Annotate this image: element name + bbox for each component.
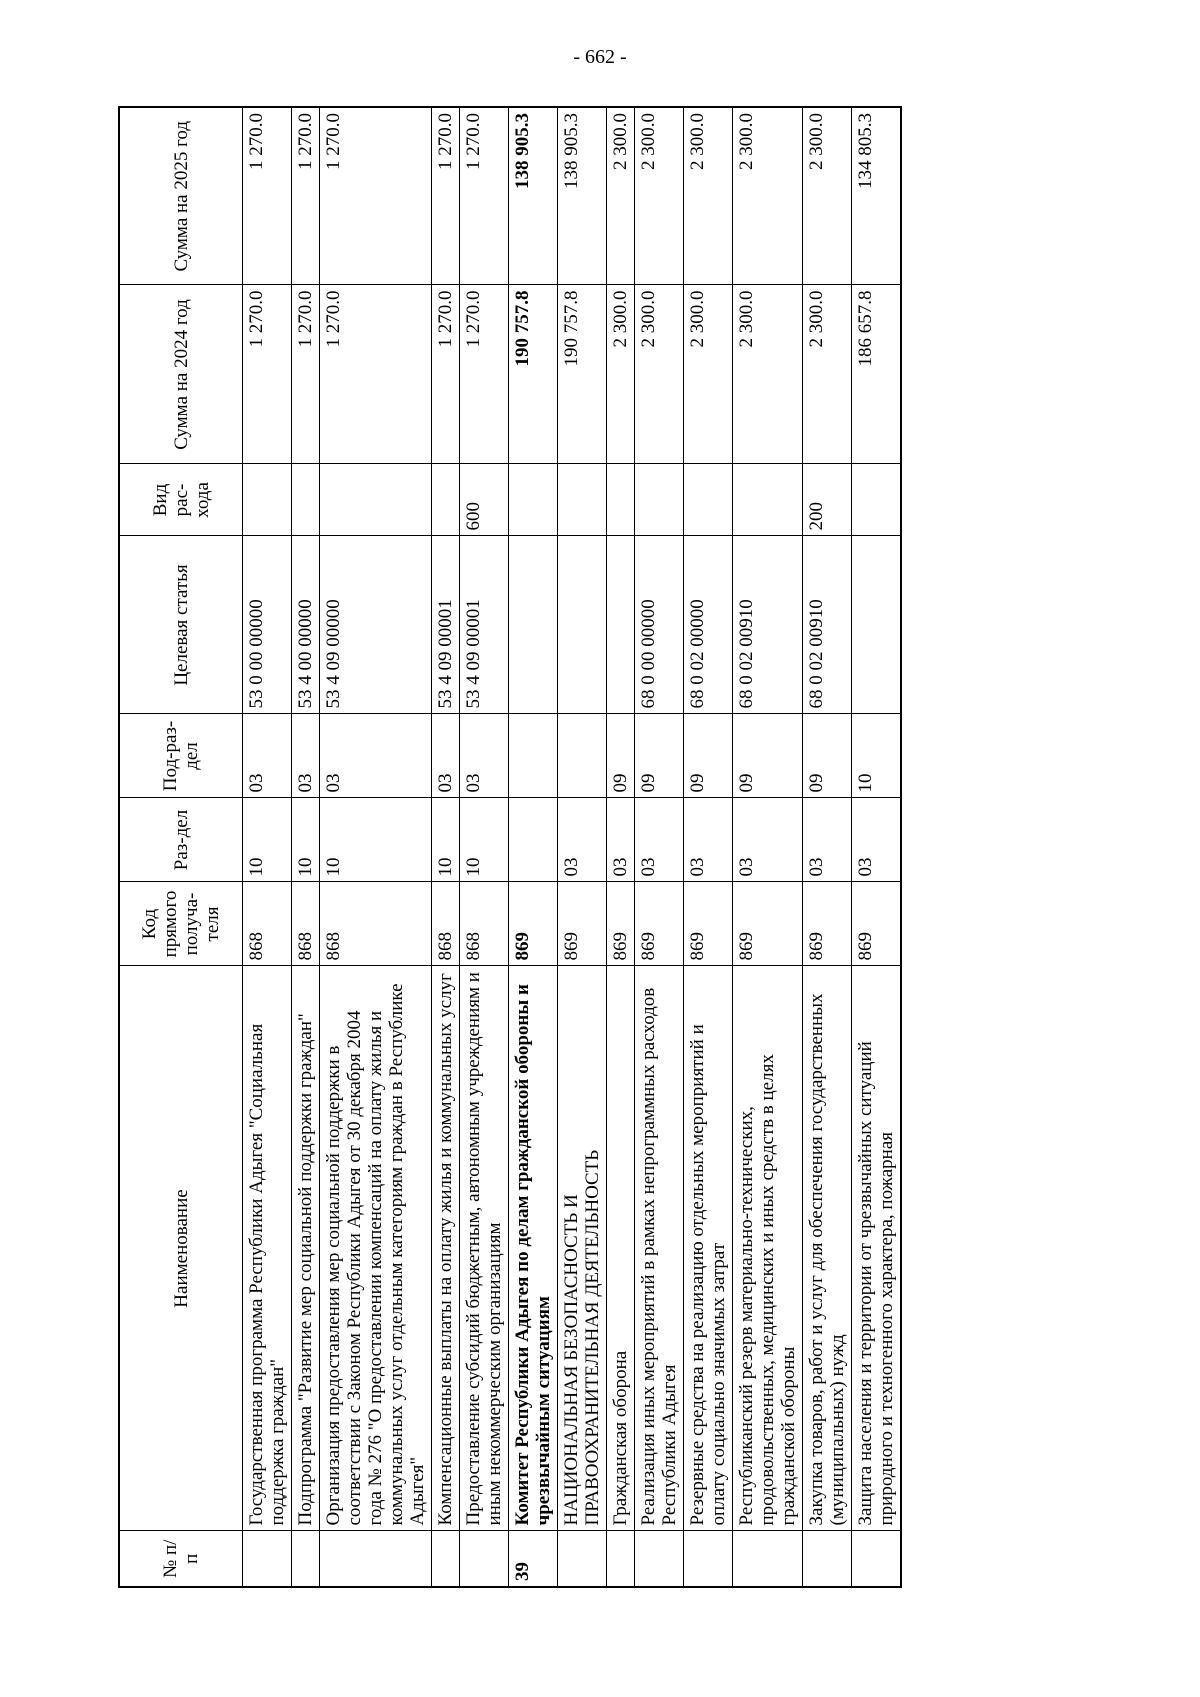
cell-target: 53 0 00 00000 — [243, 536, 292, 714]
cell-num: 39 — [509, 1531, 558, 1587]
cell-subsection: 10 — [852, 714, 902, 798]
cell-section: 03 — [607, 798, 635, 882]
table-row — [607, 107, 635, 1587]
cell-num — [432, 1531, 460, 1587]
cell-expense — [509, 464, 558, 536]
header-name: Наименование — [119, 966, 243, 1531]
cell-sum2024: 186 657.8 — [852, 285, 902, 464]
cell-expense — [432, 464, 460, 536]
cell-code: 869 — [684, 882, 733, 966]
cell-num — [243, 1531, 292, 1587]
cell-sum2024: 1 270.0 — [292, 285, 320, 464]
cell-subsection: 03 — [320, 714, 432, 798]
cell-section: 10 — [320, 798, 432, 882]
cell-sum2025: 1 270.0 — [320, 107, 432, 285]
cell-sum2025: 2 300.0 — [684, 107, 733, 285]
cell-section: 10 — [432, 798, 460, 882]
cell-target: 53 4 09 00001 — [432, 536, 460, 714]
cell-code: 869 — [558, 882, 607, 966]
cell-section: 10 — [292, 798, 320, 882]
cell-expense: 600 — [460, 464, 509, 536]
cell-num — [803, 1531, 852, 1587]
cell-section: 10 — [460, 798, 509, 882]
table-row — [432, 107, 460, 1587]
cell-sum2024: 2 300.0 — [684, 285, 733, 464]
cell-target: 68 0 00 00000 — [635, 536, 684, 714]
cell-name: Гражданская оборона — [607, 966, 635, 1531]
cell-sum2025: 1 270.0 — [432, 107, 460, 285]
cell-name: НАЦИОНАЛЬНАЯ БЕЗОПАСНОСТЬ И ПРАВООХРАНИТЕЛЬНАЯ ДЕЯТЕЛЬНОСТЬ — [558, 966, 607, 1531]
cell-num — [460, 1531, 509, 1587]
cell-sum2025: 2 300.0 — [733, 107, 803, 285]
table-row — [733, 107, 803, 1587]
header-sum2025: Сумма на 2025 год — [119, 107, 243, 285]
rotated-table-area — [118, 108, 1078, 1588]
header-subsection: Под-раз-дел — [119, 714, 243, 798]
table-row — [460, 107, 509, 1587]
cell-section: 03 — [803, 798, 852, 882]
cell-name: Государственная программа Республики Адыгея "Социальная поддержка граждан" — [243, 966, 292, 1531]
cell-sum2025: 134 805.3 — [852, 107, 902, 285]
cell-sum2024: 190 757.8 — [558, 285, 607, 464]
cell-name: Организация предоставления мер социальной поддержки в соответствии с Законом Республики Адыгея от 30 декабря 2004 года № 276 "О предоставлении компенсаций на оплату жилья и коммунальных услуг отдельным категориям граждан в Республике Адыгея" — [320, 966, 432, 1531]
cell-subsection: 03 — [243, 714, 292, 798]
cell-expense — [684, 464, 733, 536]
cell-section: 03 — [684, 798, 733, 882]
cell-num — [852, 1531, 902, 1587]
cell-target: 53 4 09 00001 — [460, 536, 509, 714]
cell-name: Компенсационные выплаты на оплату жилья и коммунальных услуг — [432, 966, 460, 1531]
header-row — [119, 107, 243, 1587]
cell-expense — [607, 464, 635, 536]
cell-code: 869 — [852, 882, 902, 966]
cell-num — [320, 1531, 432, 1587]
header-code: Код прямого получа-теля — [119, 882, 243, 966]
cell-num — [733, 1531, 803, 1587]
cell-target — [558, 536, 607, 714]
cell-sum2024: 1 270.0 — [460, 285, 509, 464]
table-row — [243, 107, 292, 1587]
cell-sum2025: 1 270.0 — [460, 107, 509, 285]
cell-target: 68 0 02 00000 — [684, 536, 733, 714]
cell-target — [607, 536, 635, 714]
cell-target — [852, 536, 902, 714]
cell-subsection: 03 — [432, 714, 460, 798]
cell-section: 03 — [635, 798, 684, 882]
cell-target: 53 4 00 00000 — [292, 536, 320, 714]
cell-subsection: 09 — [635, 714, 684, 798]
cell-subsection: 09 — [803, 714, 852, 798]
table-row — [803, 107, 852, 1587]
cell-sum2024: 2 300.0 — [803, 285, 852, 464]
table-row — [320, 107, 432, 1587]
cell-sum2024: 2 300.0 — [733, 285, 803, 464]
rotated-content — [118, 108, 1078, 1588]
cell-num — [684, 1531, 733, 1587]
table-row — [684, 107, 733, 1587]
cell-sum2024: 1 270.0 — [320, 285, 432, 464]
page-number: - 662 - — [573, 46, 627, 68]
cell-name: Предоставление субсидий бюджетным, автономным учреждениям и иным некоммерческим организациям — [460, 966, 509, 1531]
cell-sum2025: 2 300.0 — [607, 107, 635, 285]
cell-code: 868 — [432, 882, 460, 966]
cell-expense — [852, 464, 902, 536]
table-row — [292, 107, 320, 1587]
cell-section: 10 — [243, 798, 292, 882]
cell-sum2024: 190 757.8 — [509, 285, 558, 464]
cell-section: 03 — [852, 798, 902, 882]
cell-code: 868 — [243, 882, 292, 966]
cell-sum2025: 138 905.3 — [558, 107, 607, 285]
cell-sum2024: 2 300.0 — [607, 285, 635, 464]
cell-expense — [558, 464, 607, 536]
cell-target — [509, 536, 558, 714]
cell-subsection: 09 — [607, 714, 635, 798]
cell-num — [292, 1531, 320, 1587]
cell-target: 68 0 02 00910 — [733, 536, 803, 714]
header-target: Целевая статья — [119, 536, 243, 714]
cell-num — [607, 1531, 635, 1587]
cell-expense — [243, 464, 292, 536]
cell-code: 869 — [607, 882, 635, 966]
header-sum2024: Сумма на 2024 год — [119, 285, 243, 464]
cell-subsection: 03 — [460, 714, 509, 798]
cell-name: Реализация иных мероприятий в рамках непрограммных расходов Республики Адыгея — [635, 966, 684, 1531]
cell-code: 869 — [733, 882, 803, 966]
cell-name: Защита населения и территории от чрезвычайных ситуаций природного и техногенного характера, пожарная — [852, 966, 902, 1531]
cell-expense — [733, 464, 803, 536]
cell-sum2024: 1 270.0 — [243, 285, 292, 464]
cell-expense: 200 — [803, 464, 852, 536]
header-section: Раз-дел — [119, 798, 243, 882]
cell-code: 869 — [509, 882, 558, 966]
table-row — [635, 107, 684, 1587]
cell-section: 03 — [558, 798, 607, 882]
cell-section: 03 — [733, 798, 803, 882]
cell-sum2025: 138 905.3 — [509, 107, 558, 285]
cell-code: 868 — [320, 882, 432, 966]
table-row — [558, 107, 607, 1587]
table-row — [509, 107, 558, 1587]
cell-code: 868 — [292, 882, 320, 966]
cell-subsection: 03 — [292, 714, 320, 798]
cell-num — [558, 1531, 607, 1587]
table-body — [243, 107, 902, 1587]
cell-code: 869 — [635, 882, 684, 966]
cell-code: 869 — [803, 882, 852, 966]
cell-target: 68 0 02 00910 — [803, 536, 852, 714]
cell-section — [509, 798, 558, 882]
cell-name: Республиканский резерв материально-технических, продовольственных, медицинских и иных средств в целях гражданской обороны — [733, 966, 803, 1531]
table-row — [852, 107, 902, 1587]
cell-expense — [292, 464, 320, 536]
cell-subsection — [509, 714, 558, 798]
cell-code: 868 — [460, 882, 509, 966]
cell-sum2025: 2 300.0 — [803, 107, 852, 285]
cell-sum2024: 2 300.0 — [635, 285, 684, 464]
cell-name: Резервные средства на реализацию отдельных мероприятий и оплату социально значимых затрат — [684, 966, 733, 1531]
cell-sum2025: 2 300.0 — [635, 107, 684, 285]
cell-num — [635, 1531, 684, 1587]
budget-table — [118, 106, 902, 1588]
cell-sum2024: 1 270.0 — [432, 285, 460, 464]
cell-subsection — [558, 714, 607, 798]
cell-expense — [635, 464, 684, 536]
cell-expense — [320, 464, 432, 536]
cell-name: Подпрограмма "Развитие мер социальной поддержки граждан" — [292, 966, 320, 1531]
cell-name: Комитет Республики Адыгея по делам гражданской обороны и чрезвычайным ситуациям — [509, 966, 558, 1531]
header-num: № п/п — [119, 1531, 243, 1587]
header-expense: Вид рас-хода — [119, 464, 243, 536]
cell-sum2025: 1 270.0 — [292, 107, 320, 285]
cell-sum2025: 1 270.0 — [243, 107, 292, 285]
cell-subsection: 09 — [733, 714, 803, 798]
cell-target: 53 4 09 00000 — [320, 536, 432, 714]
cell-name: Закупка товаров, работ и услуг для обеспечения государственных (муниципальных) нужд — [803, 966, 852, 1531]
cell-subsection: 09 — [684, 714, 733, 798]
